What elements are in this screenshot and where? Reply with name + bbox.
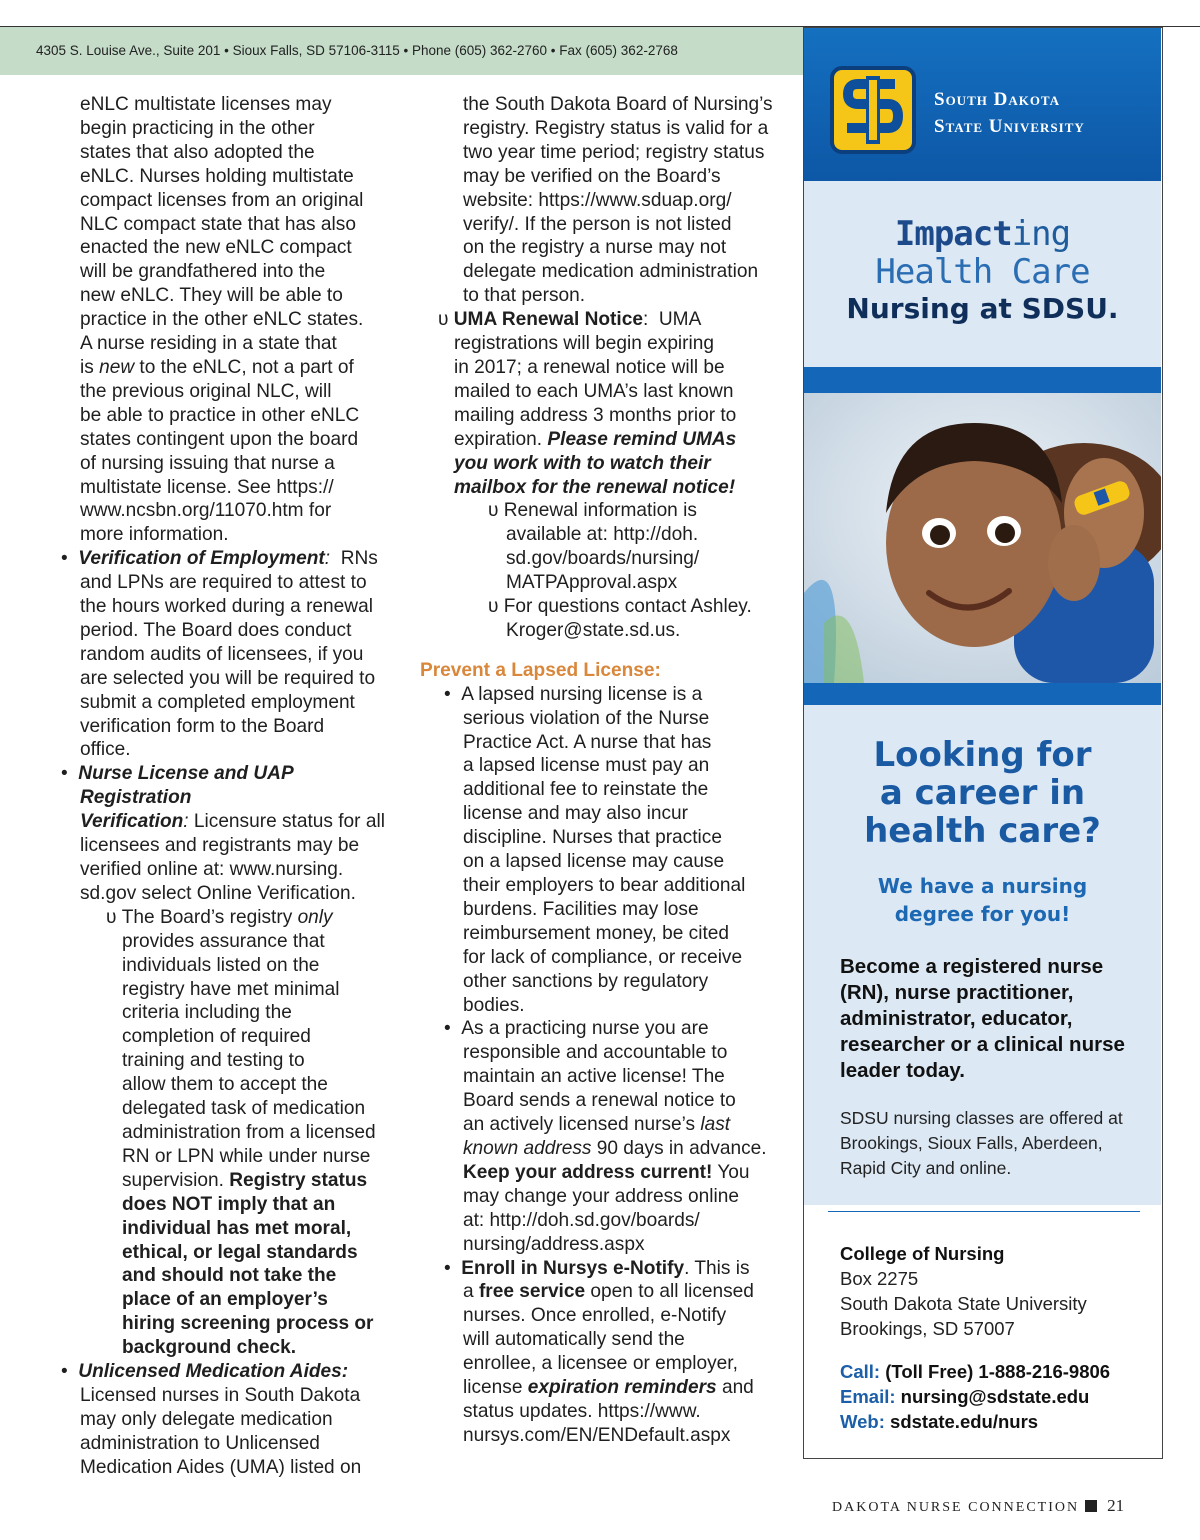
bullet-active-license: • As a practicing nurse you are <box>444 1018 709 1040</box>
university-name: South Dakota State University <box>934 89 1085 137</box>
ad-tagline-health-care: Health Care <box>875 252 1090 292</box>
contact-divider <box>828 1211 1140 1212</box>
career-headline: Looking for a career in health care? <box>864 735 1101 851</box>
ad-tagline-nursing: Nursing at SDSU. <box>846 292 1119 325</box>
university-address: South Dakota State University <box>840 1293 1087 1314</box>
bullet-verification-employment: • Verification of Employment: RNs <box>61 548 378 570</box>
column-left: eNLC multistate licenses may begin practicing in the other states that also adopted the eNLC. Nurses holding multistate compact licenses from an original NLC compact state that has also enacted the new eNLC compact will be grandfathered into the new eNLC. They will be able to practice in the other eNLC states. A nurse residing in a state that is new to the eNLC, not a part of the previous original NLC, will be able to practice in other eNLC states contingent upon the board of nursing issuing that nurse a multistate license. See https:// www.ncsbn.org/11070.htm for more information. • Verification of Employment: RNs and LPNs are required to attest to the hours worked during a renewal period. The Board does conduct random audits of licensees, if you are selected you will be required to submit a completed employment verification form to the Board office. • Nurse License and UAP Registration Verification: Licensure status for all licensees and registrants may be verified online at: www.nursing. sd.gov select Online Verification. υ The Board’s registry only provides assurance that individuals listed on the registry have met minimal criteria including the completion of required training and testing to allow them to accept the delegated task of medication administration from a licensed RN or LPN while under nurse supervision. Registry status does NOT imply that an individual has met moral, ethical, or legal standards and should not take the place of an employer’s hiring screening process or background check. • Unlicensed Medication Aides: Licensed nurses in South Dakota may only delegate medication administration to Unlicensed Medication Aides (UMA) listed on <box>50 93 402 1480</box>
sub-bullet-renewal-info: υ Renewal information is <box>488 500 697 522</box>
address-text: 4305 S. Louise Ave., Suite 201 • Sioux Falls, SD 57106-3115 • Phone (605) 362-2760 • Fax (605) 362-2768 <box>36 43 678 58</box>
city-state-zip: Brookings, SD 57007 <box>840 1318 1015 1339</box>
web-line: Web: sdstate.edu/nurs <box>840 1411 1039 1432</box>
ad-divider-2 <box>804 683 1161 705</box>
bullet-uma: • Unlicensed Medication Aides: <box>61 1361 349 1383</box>
sub-bullet-questions: υ For questions contact Ashley. <box>488 596 752 618</box>
career-options-text: Become a registered nurse (RN), nurse practitioner, administrator, educator, researcher or a clinical nurse leader today. <box>840 955 1125 1082</box>
sub-bullet-registry: υ The Board’s registry only <box>106 906 333 928</box>
child-photo <box>804 393 1161 683</box>
po-box: Box 2275 <box>840 1268 919 1289</box>
page-number: 21 <box>1107 1496 1125 1515</box>
publication-name: DAKOTA NURSE CONNECTION <box>832 1500 1080 1515</box>
page-footer <box>832 1496 1124 1516</box>
class-locations-text: SDSU nursing classes are offered at Brookings, Sioux Falls, Aberdeen, Rapid City and online. <box>840 1108 1123 1178</box>
bullet-lapsed-license: • A lapsed nursing license is a <box>444 683 703 705</box>
sdsu-logo-icon <box>828 62 918 158</box>
ad-header <box>804 28 1161 181</box>
sdsu-advertisement <box>803 27 1163 1459</box>
section-heading-lapsed: Prevent a Lapsed License: <box>420 659 661 681</box>
bullet-license-verification: • Nurse License and UAP Registration <box>61 763 293 809</box>
degree-subheadline: We have a nursing degree for you! <box>877 874 1088 926</box>
college-name: College of Nursing <box>840 1243 1005 1264</box>
email-line: Email: nursing@sdstate.edu <box>840 1386 1090 1407</box>
column-middle: the South Dakota Board of Nursing’s registry. Registry status is valid for a two year time period; registry status may be verified on the Board’s website: https://www.sduap.org/ verify/. If the person is not listed on the registry a nurse may not delegate medication administration to that person. υ UMA Renewal Notice: UMA registrations will begin expiring in 2017; a renewal notice will be mailed to each UMA’s last known mailing address 3 months prior to expiration. Please remind UMAs you work with to watch their mailbox for the renewal notice! υ Renewal information is available at: http://doh. sd.gov/boards/nursing/ MATPApproval.aspx υ For questions contact Ashley. Kroger@state.sd.us. Prevent a Lapsed License: • A lapsed nursing license is a serious violation of the Nurse Practice Act. A nurse that has a lapsed license must pay an additional fee to reinstate the license and may also incur discipline. Nurses that practice on a lapsed license may cause their employers to bear additional burdens. Facilities may lose reimbursement money, be cited for lack of compliance, or receive other sanctions by regulatory bodies. • As a practicing nurse you are responsible and accountable to maintain an active license! The Board sends a renewal notice to an actively licensed nurse’s last known address 90 days in advance. Keep your address current! You may change your address online at: http://doh.sd.gov/boards/ nursing/address.aspx • Enroll in Nursys e-Notify. This is a free service open to all licensed nurses. Once enrolled, e-Notify will automatically send the enrollee, a licensee or employer, license expiration reminders and status updates. https://www. nursys.com/EN/ENDefault.aspx <box>428 93 788 1448</box>
ad-divider <box>804 367 1161 393</box>
footer-square-icon <box>1085 1500 1097 1512</box>
registry-continuation: the South Dakota Board of Nursing’s registry. Registry status is valid for a two year time period; registry status may be verified on the Board’s website: https://www.sduap.org/ verify/. If the person is not listed on the registry a nurse may not delegate medication administration to that person. <box>463 94 773 307</box>
contact-block <box>840 1241 1150 1434</box>
uma-renewal-notice: υ UMA Renewal Notice: UMA <box>438 309 702 331</box>
child-with-bandage-image <box>804 393 1161 683</box>
enlc-paragraph: eNLC multistate licenses may begin practicing in the other states that also adopted the eNLC. Nurses holding multistate compact licenses from an original NLC compact state that has also enacted the new eNLC compact will be grandfathered into the new eNLC. They will be able to practice in the other eNLC states. A nurse residing in a state that is new to the eNLC, not a part of the previous original NLC, will be able to practice in other eNLC states contingent upon the board of nursing issuing that nurse a multistate license. See https:// www.ncsbn.org/11070.htm for more information. <box>80 94 364 546</box>
ad-tagline-impacting: Impacting <box>894 214 1071 254</box>
address-bar <box>0 27 803 75</box>
bullet-enotify: • Enroll in Nursys e-Notify. This is <box>444 1257 750 1279</box>
phone-line: Call: (Toll Free) 1-888-216-9806 <box>840 1361 1111 1382</box>
